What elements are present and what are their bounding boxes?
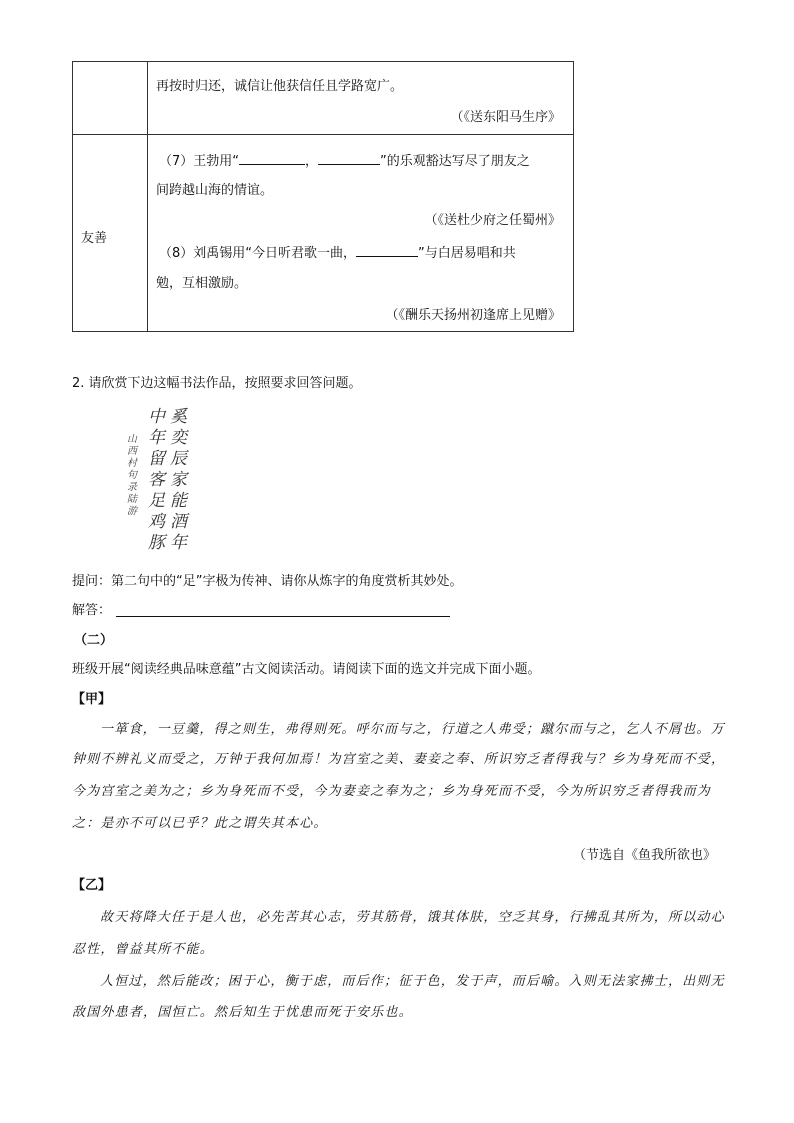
q8-source: （《酬乐天扬州初逢席上见赠》	[385, 308, 561, 323]
yi-line-2: 忍性，曾益其所不能。	[72, 942, 215, 957]
q8-line2: 勉，互相激励。	[156, 276, 248, 291]
q8-line1	[159, 242, 516, 261]
q8-pre: （8）刘禹锡用“今日听君歌一曲，	[159, 246, 357, 261]
yi-label: 【乙】	[72, 878, 112, 893]
yi-line-1: 故天将降大任于是人也，必先苦其心志，劳其筋骨，饿其体肤，空乏其身，行拂乱其所为，所以动心	[100, 910, 725, 925]
calligraphy-image	[116, 393, 194, 557]
row2-label: 友善	[81, 231, 108, 246]
answer-line[interactable]	[116, 616, 450, 617]
row1-text: 再按时归还，诚信让他获信任且学路宽广。	[156, 79, 404, 94]
table-row-divider	[73, 134, 573, 135]
q7-blank-2[interactable]	[318, 152, 380, 165]
yi-line-4: 敌国外患者，国恒亡。然后知生于忧患而死于安乐也。	[72, 1005, 413, 1020]
q7-sep: ，	[305, 154, 319, 169]
calligraphy-col-1: 奚奕辰家能酒年	[166, 407, 186, 554]
q7-post: ”的乐观豁达写尽了朋友之	[380, 154, 530, 169]
jia-line-1: 一箪食，一豆羹，得之则生，弗得则死。呼尔而与之，行道之人弗受；蹴尔而与之，乞人不屑也。万	[100, 722, 725, 737]
q2-question: 提问：第二句中的“足”字极为传神、请你从炼字的角度赏析其妙处。	[72, 574, 463, 589]
q7-line2: 间跨越山海的情谊。	[156, 183, 274, 198]
q7-blank-1[interactable]	[239, 152, 305, 165]
q7-source: （《送杜少府之任蜀州》	[424, 213, 561, 228]
yi-line-3: 人恒过，然后能改；困于心，衡于虑，而后作；征于色，发于声，而后喻。入则无法家拂士，出则无	[100, 974, 725, 989]
jia-line-2: 钟则不辨礼义而受之，万钟于我何加焉！为宫室之美、妻妾之奉、所识穷乏者得我与？乡为身死而不受，	[72, 752, 726, 767]
jia-line-4: 之：是亦不可以已乎？此之谓失其本心。	[72, 816, 328, 831]
q2-prompt: 2. 请欣赏下边这幅书法作品，按照要求回答问题。	[72, 376, 362, 391]
jia-label: 【甲】	[72, 692, 112, 707]
section2-intro: 班级开展“阅读经典品味意蕴”古文阅读活动。请阅读下面的选文并完成下面小题。	[72, 662, 541, 677]
row1-source: （《送东阳马生序》	[450, 110, 561, 125]
q8-blank[interactable]	[356, 244, 418, 257]
q7-line1	[159, 150, 530, 169]
answer-label: 解答：	[72, 603, 112, 618]
jia-line-3: 今为宫室之美为之；乡为身死而不受，今为妻妾之奉为之；乡为身死而不受，今为所识穷乏者得我而为	[72, 784, 712, 799]
calligraphy-col-2: 中年留客足鸡豚	[144, 407, 164, 554]
jia-source: （节选自《鱼我所欲也》	[572, 848, 716, 863]
section2-heading: （二）	[74, 633, 114, 648]
calligraphy-col-3: 山西村句录陆游	[124, 433, 136, 517]
q7-pre: （7）王勃用“	[159, 154, 240, 169]
q8-post: ”与白居易唱和共	[418, 246, 516, 261]
poetry-table	[72, 61, 574, 332]
